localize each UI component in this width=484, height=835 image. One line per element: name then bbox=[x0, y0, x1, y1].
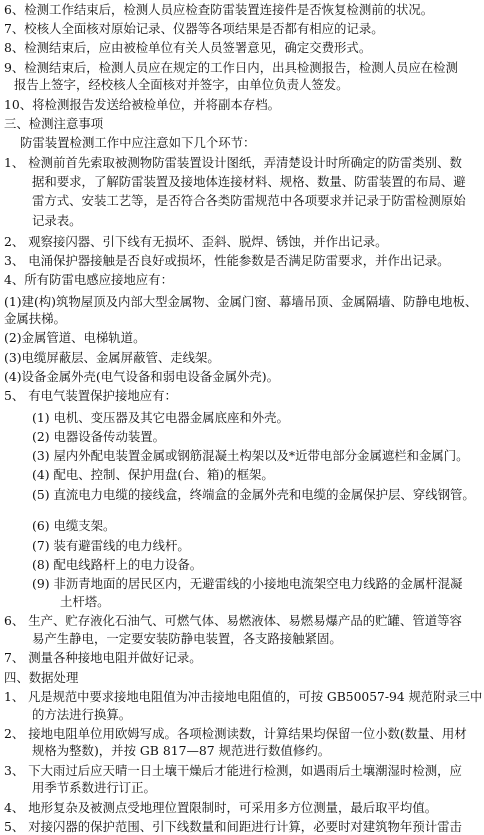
text-line: (4) 配电、控制、保护用盘(台、箱)的框架。 bbox=[32, 467, 274, 482]
text-line: 用季节系数进行订正。 bbox=[32, 780, 156, 795]
text-line: (5) 直流电力电缆的接线盒，终端盒的金属外壳和电缆的金属保护层、穿线钢管。 bbox=[32, 487, 475, 502]
text-line: 三、检测注意事项 bbox=[4, 116, 104, 131]
text-line: 据和要求，了解防雷装置及接地体连接材料、规格、数量、防雷装置的布局、避 bbox=[32, 174, 466, 189]
text-line: 土杆塔。 bbox=[60, 594, 110, 609]
text-line: 6、 生产、贮存液化石油气、可燃气体、易燃液体、易燃易爆产品的贮罐、管道等容 bbox=[4, 613, 462, 628]
text-line: 3、 电涌保护器接触是否良好或损坏，性能参数是否满足防雷要求，并作出记录。 bbox=[4, 253, 450, 268]
text-line: (7) 装有避雷线的电力线杆。 bbox=[32, 538, 190, 553]
text-line: 2、 接地电阻单位用欧姆写成。各项检测读数，计算结果均保留一位小数(数量、用材 bbox=[4, 726, 467, 741]
text-line: 1、 检测前首先索取被测物防雷装置设计图纸，弄清楚设计时所确定的防雷类别、数 bbox=[4, 155, 462, 170]
text-line: 四、数据处理 bbox=[4, 670, 79, 685]
text-line: 2、 观察接闪器、引下线有无损坏、歪斜、脱焊、锈蚀，并作出记录。 bbox=[4, 234, 388, 249]
text-line: 4、 地形复杂及被测点受地理位置限制时，可采用多方位测量，最后取平均值。 bbox=[4, 800, 438, 815]
text-line: 8、检测结束后，应由被检单位有关人员签署意见，确定交费形式。 bbox=[4, 40, 372, 55]
text-line: 防雷装置检测工作中应注意如下几个环节： bbox=[20, 135, 256, 150]
text-line: 4、所有防雷电感应接地应有： bbox=[4, 272, 173, 287]
text-line: 6、检测工作结束后，检测人员应检查防雷装置连接件是否恢复检测前的状况。 bbox=[4, 2, 434, 17]
text-line: 的方法进行换算。 bbox=[32, 707, 132, 722]
text-line: 金属扶梯。 bbox=[4, 311, 66, 326]
text-line: (1) 电机、变压器及其它电器金属底座和外壳。 bbox=[32, 410, 289, 425]
text-line: (2)金属管道、电梯轨道。 bbox=[4, 330, 146, 345]
text-line: 9、检测结束后，检测人员应在规定的工作日内，出具检测报告，检测人员应在检测 bbox=[4, 60, 458, 75]
text-line: 报告上签字，经校核人全面核对并签字，由单位负责人签发。 bbox=[14, 77, 349, 92]
text-line: (8) 配电线路杆上的电力设备。 bbox=[32, 557, 203, 572]
text-line: (6) 电缆支架。 bbox=[32, 518, 116, 533]
text-line: 记录表。 bbox=[32, 213, 82, 228]
text-line: 雷方式、安装工艺等，是否符合各类防雷规范中各项要求并记录于防雷检测原始 bbox=[32, 193, 466, 208]
text-line: 易产生静电，一定要安装防静电装置，各支路接触紧固。 bbox=[32, 631, 342, 646]
text-line: (3) 屋内外配电装置金属或钢筋混凝土构架以及*近带电部分金属遮栏和金属门。 bbox=[32, 448, 469, 463]
text-line: (9) 非沥青地面的居民区内，无避雷线的小接地电流架空电力线路的金属杆混凝 bbox=[32, 576, 463, 591]
text-line: 7、 测量各种接地电阻并做好记录。 bbox=[4, 650, 202, 665]
text-line: 7、校核人全面核对原始记录、仪器等各项结果是否都有相应的记录。 bbox=[4, 21, 384, 36]
text-line: 5、 对接闪器的保护范围、引下线数量和间距进行计算，必要时对建筑物年预计雷击 bbox=[4, 819, 462, 834]
text-line: (3)电缆屏蔽层、金属屏蔽管、走线架。 bbox=[4, 350, 220, 365]
text-line: 3、 下大雨过后应天晴一日土壤干燥后才能进行检测，如遇雨后土壤潮湿时检测，应 bbox=[4, 763, 462, 778]
text-line: 规格为整数)，并按 GB 817—87 规范进行数值修约。 bbox=[32, 743, 331, 758]
text-line: 5、 有电气装置保护接地应有： bbox=[4, 388, 177, 403]
text-line: 1、 凡是规范中要求接地电阻值为冲击接地电阻值的，可按 GB50057-94 规范附录三中 bbox=[4, 689, 483, 704]
text-line: (1)建(构)筑物屋顶及内部大型金属物、金属门窗、幕墙吊顶、金属隔墙、防静电地板、 bbox=[4, 294, 478, 309]
text-line: 10、将检测报告发送给被检单位，并将副本存档。 bbox=[4, 97, 280, 112]
text-line: (4)设备金属外壳(电气设备和弱电设备金属外壳)。 bbox=[4, 369, 280, 384]
text-line: (2) 电器设备传动装置。 bbox=[32, 429, 166, 444]
